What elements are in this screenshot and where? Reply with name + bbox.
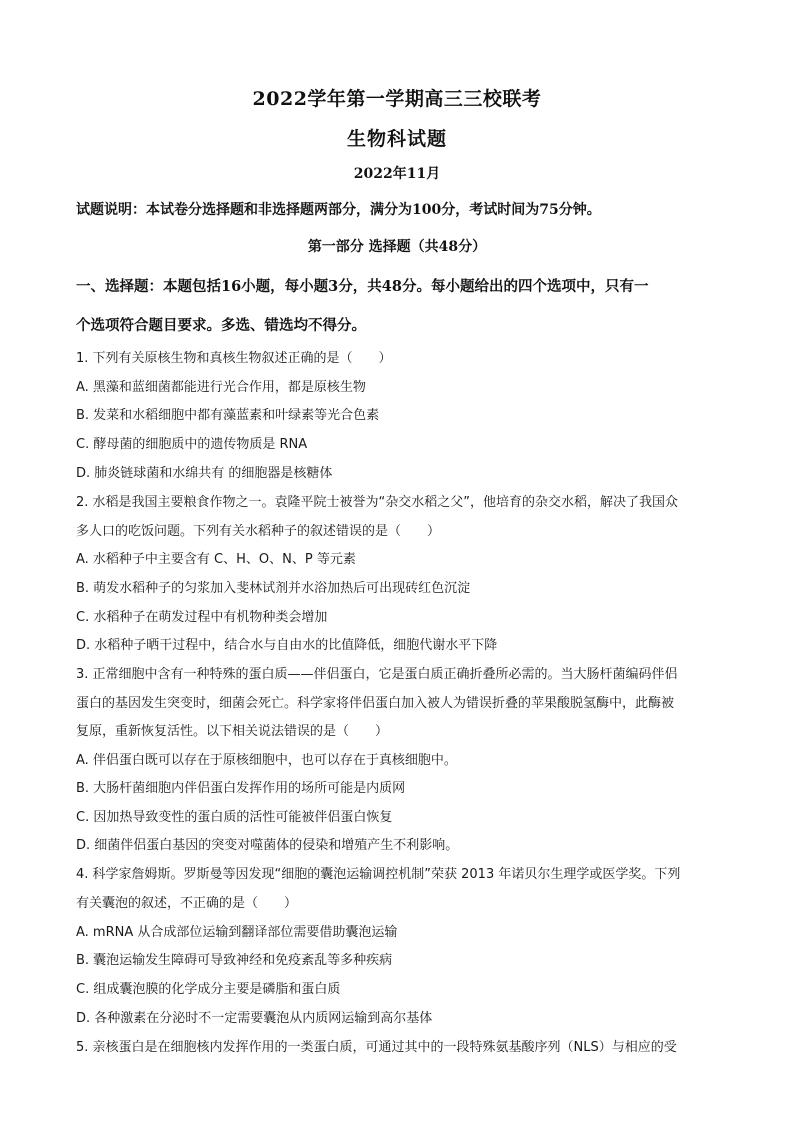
question-line: A. 伴侣蛋白既可以存在于原核细胞中，也可以存在于真核细胞中。: [76, 753, 457, 768]
question-line: 5. 亲核蛋白是在细胞核内发挥作用的一类蛋白质，可通过其中的一段特殊氨基酸序列（NLS）与相应的受: [76, 1040, 677, 1055]
instructions: 试题说明：本试卷分选择题和非选择题两部分，满分为100分，考试时间为75分钟。: [76, 202, 601, 218]
question-line: 复原，重新恢复活性。以下相关说法错误的是（ ）: [76, 724, 389, 739]
question-line: D. 各种激素在分泌时不一定需要囊泡从内质网运输到高尔基体: [76, 1011, 433, 1026]
part-heading: 第一部分 选择题（共48分）: [307, 239, 487, 255]
subject-title: 生物科试题: [346, 128, 447, 150]
question-line: C. 酵母菌的细胞质中的遗传物质是 RNA: [76, 437, 308, 452]
section-instructions-line2: 个选项符合题目要求。多选、错选均不得分。: [76, 317, 366, 334]
question-line: C. 因加热导致变性的蛋白质的活性可能被伴侣蛋白恢复: [76, 810, 393, 825]
question-line: 2. 水稻是我国主要粮食作物之一。袁隆平院士被誉为“杂交水稻之父”，他培育的杂交水稻，解决了我国众: [76, 495, 679, 510]
section-instructions-line1: 一、选择题：本题包括16小题，每小题3分，共48分。每小题给出的四个选项中，只有一: [76, 278, 649, 295]
question-line: D. 细菌伴侣蛋白基因的突变对噬菌体的侵染和增殖产生不利影响。: [76, 838, 459, 853]
question-line: 3. 正常细胞中含有一种特殊的蛋白质——伴侣蛋白，它是蛋白质正确折叠所必需的。当大肠杆菌编码伴侣: [76, 667, 678, 682]
question-line: A. 黑藻和蓝细菌都能进行光合作用，都是原核生物: [76, 380, 366, 395]
question-line: 1. 下列有关原核生物和真核生物叙述正确的是（ ）: [76, 351, 392, 366]
question-line: B. 发菜和水稻细胞中都有藻蓝素和叶绿素等光合色素: [76, 408, 380, 423]
question-line: A. 水稻种子中主要含有 C、H、O、N、P 等元素: [76, 552, 356, 567]
question-line: B. 萌发水稻种子的匀浆加入斐林试剂并水浴加热后可出现砖红色沉淀: [76, 581, 471, 596]
question-line: C. 水稻种子在萌发过程中有机物种类会增加: [76, 610, 328, 625]
question-line: D. 肺炎链球菌和水绵共有 的细胞器是核糖体: [76, 466, 333, 481]
question-line: 多人口的吃饭问题。下列有关水稻种子的叙述错误的是（ ）: [76, 524, 441, 539]
question-line: A. mRNA 从合成部位运输到翻译部位需要借助囊泡运输: [76, 925, 398, 940]
exam-date: 2022年11月: [353, 166, 441, 182]
question-line: 有关囊泡的叙述，不正确的是（ ）: [76, 896, 298, 911]
question-line: D. 水稻种子晒干过程中，结合水与自由水的比值降低，细胞代谢水平下降: [76, 638, 498, 653]
question-line: B. 囊泡运输发生障碍可导致神经和免疫紊乱等多种疾病: [76, 953, 393, 968]
question-line: C. 组成囊泡膜的化学成分主要是磷脂和蛋白质: [76, 982, 341, 997]
question-line: 蛋白的基因发生突变时，细菌会死亡。科学家将伴侣蛋白加入被人为错误折叠的苹果酸脱氢酶中，此酶被: [76, 696, 675, 711]
question-line: B. 大肠杆菌细胞内伴侣蛋白发挥作用的场所可能是内质网: [76, 781, 406, 796]
question-line: 4. 科学家詹姆斯。罗斯曼等因发现“细胞的囊泡运输调控机制”荣获 2013 年诺贝尔生理学或医学奖。下列: [76, 867, 681, 882]
exam-title: 2022学年第一学期高三三校联考: [252, 88, 542, 110]
